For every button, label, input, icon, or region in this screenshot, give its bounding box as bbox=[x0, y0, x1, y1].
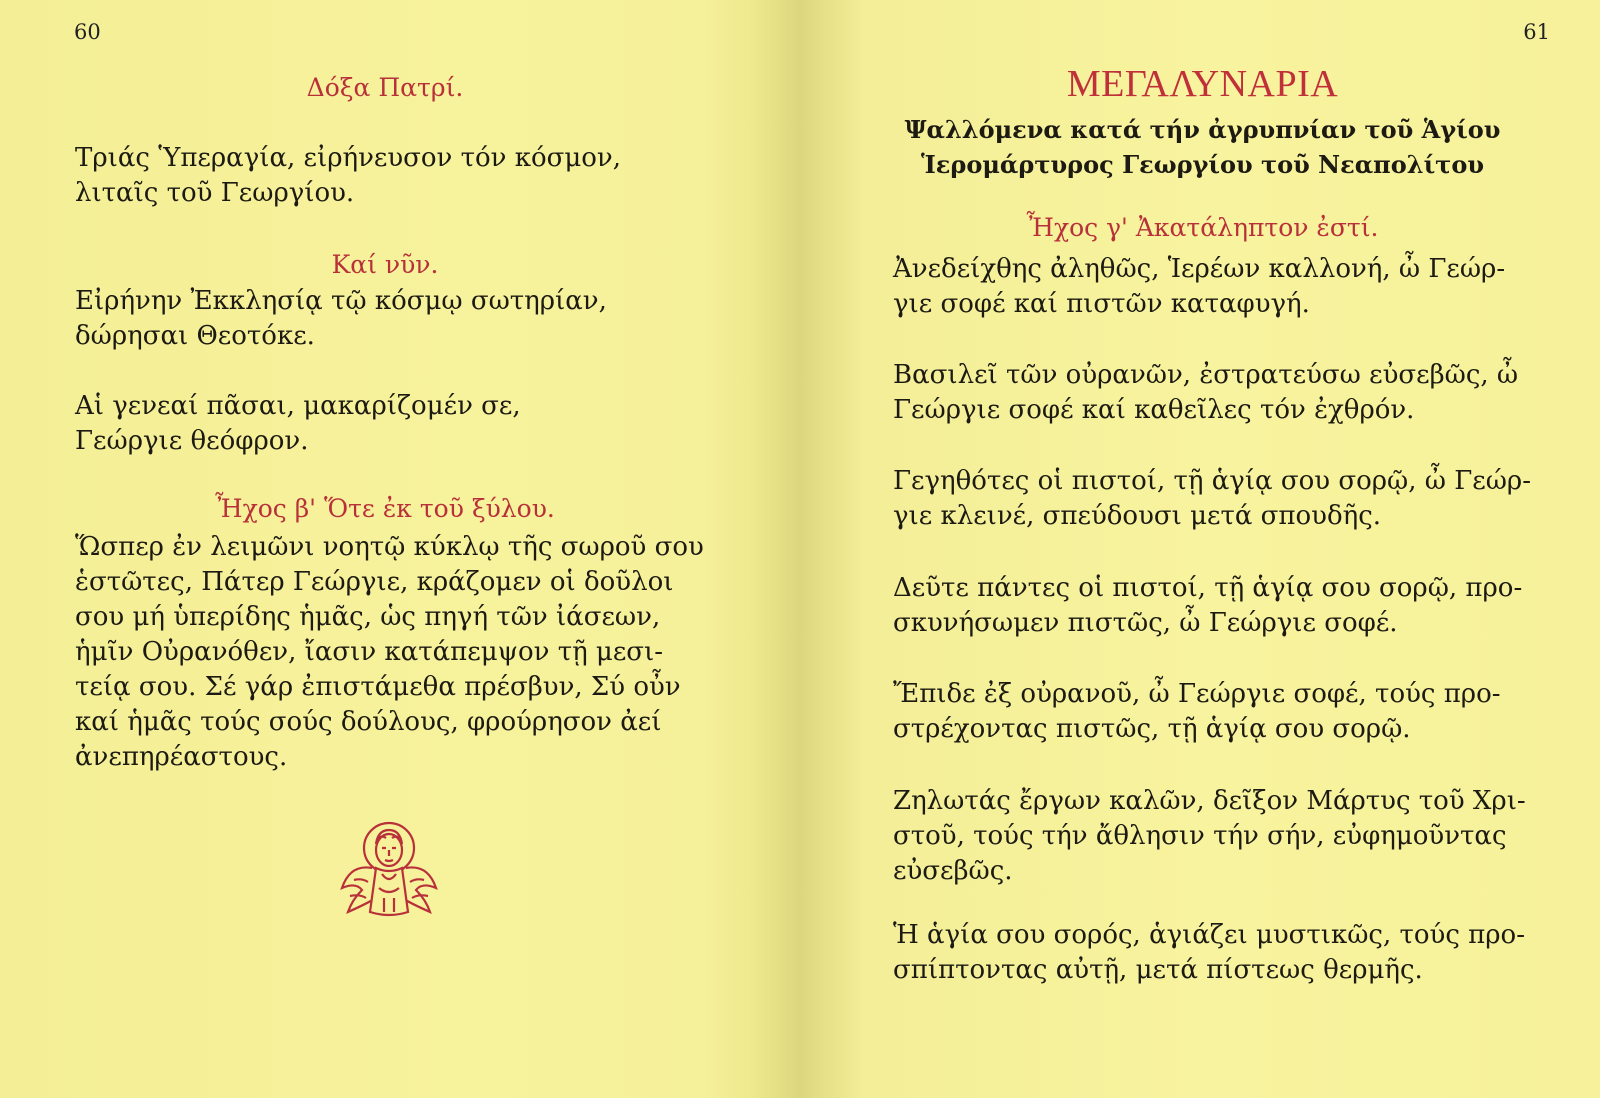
verse-line: Βασιλεῖ τῶν οὐρανῶν, ἐστρατεύσω εὐσεβῶς, ὦ bbox=[893, 360, 1519, 390]
hymn-line: σου μή ὑπερίδης ἡμᾶς, ὡς πηγή τῶν ἰάσεων, bbox=[75, 602, 661, 632]
verse-1 bbox=[893, 252, 1505, 322]
verse-line: σπίπτοντας αὐτῇ, μετά πίστεως θερμῆς. bbox=[893, 955, 1423, 985]
hymn-line: Τριάς Ὑπεραγία, εἰρήνευσον τόν κόσμον, bbox=[75, 143, 621, 173]
verse-line: Γεγηθότες οἱ πιστοί, τῇ ἁγίᾳ σου σορῷ, ὦ Γεώρ- bbox=[893, 466, 1531, 496]
verse-line: Ζηλωτάς ἔργων καλῶν, δεῖξον Μάρτυς τοῦ Χρι- bbox=[893, 786, 1526, 816]
subtitle-line: Ψαλλόμενα κατά τήν ἀγρυπνίαν τοῦ Ἁγίου bbox=[904, 115, 1501, 144]
eirinin-hymn bbox=[75, 284, 607, 354]
verse-line: σκυνήσωμεν πιστῶς, ὦ Γεώργιε σοφέ. bbox=[893, 608, 1398, 638]
verse-5 bbox=[893, 677, 1501, 747]
right-page bbox=[800, 0, 1600, 1098]
verse-line: Δεῦτε πάντες οἱ πιστοί, τῇ ἁγίᾳ σου σορῷ, προ- bbox=[893, 573, 1523, 603]
hymn-line: τείᾳ σου. Σέ γάρ ἐπιστάμεθα πρέσβυν, Σύ οὖν bbox=[75, 672, 681, 702]
hymn-line: ἑστῶτες, Πάτερ Γεώργιε, κράζομεν οἱ δοῦλοι bbox=[75, 567, 674, 597]
hymn-line: λιταῖς τοῦ Γεωργίου. bbox=[75, 178, 355, 208]
subtitle-line: Ἱερομάρτυρος Γεωργίου τοῦ Νεαπολίτου bbox=[920, 150, 1484, 179]
verse-line: γιε κλεινέ, σπεύδουσι μετά σπουδῆς. bbox=[893, 501, 1382, 531]
hymn-line: ἀνεπηρέαστους. bbox=[75, 742, 288, 772]
echos-b-heading: Ἦχος β' Ὅτε ἐκ τοῦ ξύλου. bbox=[215, 494, 555, 523]
verse-line: Γεώργιε σοφέ καί καθεῖλες τόν ἐχθρόν. bbox=[893, 395, 1415, 425]
trias-hymn bbox=[75, 141, 621, 211]
page-number-left: 60 bbox=[74, 20, 101, 44]
verse-7 bbox=[893, 918, 1525, 988]
hymn-line: Εἰρήνην Ἐκκλησίᾳ τῷ κόσμῳ σωτηρίαν, bbox=[75, 286, 607, 316]
hymn-line: Γεώργιε θεόφρον. bbox=[75, 426, 309, 456]
hymn-line: Αἱ γενεαί πᾶσαι, μακαρίζομέν σε, bbox=[75, 391, 521, 421]
page-number-right: 61 bbox=[1523, 20, 1550, 44]
verse-line: γιε σοφέ καί πιστῶν καταφυγή. bbox=[893, 289, 1310, 319]
verse-line: Ἡ ἁγία σου σορός, ἁγιάζει μυστικῶς, τούς προ- bbox=[893, 920, 1525, 950]
kai-nyn-heading: Καί νῦν. bbox=[331, 250, 439, 279]
doxa-patri-heading: Δόξα Πατρί. bbox=[306, 73, 464, 102]
megalynaria-title: ΜΕΓΑΛΥΝΑΡΙΑ bbox=[1066, 63, 1339, 105]
verse-2 bbox=[893, 358, 1518, 428]
echos-g-heading: Ἦχος γ' Ἀκατάληπτον ἐστί. bbox=[1026, 213, 1379, 242]
verse-4 bbox=[893, 571, 1522, 641]
verse-line: εὐσεβῶς. bbox=[893, 856, 1013, 886]
verse-line: στρέχοντας πιστῶς, τῇ ἁγίᾳ σου σορῷ. bbox=[893, 714, 1411, 744]
hymn-line: ἡμῖν Οὐρανόθεν, ἴασιν κατάπεμψον τῇ μεσι- bbox=[75, 637, 664, 667]
geneai-hymn bbox=[75, 389, 521, 459]
verse-line: στοῦ, τούς τήν ἄθλησιν τήν σήν, εὐφημοῦντας bbox=[893, 821, 1507, 851]
title-subtitle bbox=[800, 112, 1600, 182]
angel-medallion-icon bbox=[332, 808, 446, 922]
verse-3 bbox=[893, 464, 1531, 534]
verse-line: Ἀνεδείχθης ἀληθῶς, Ἱερέων καλλονή, ὦ Γεώρ- bbox=[893, 254, 1506, 284]
osper-hymn bbox=[75, 530, 704, 775]
hymn-line: δώρησαι Θεοτόκε. bbox=[75, 321, 315, 351]
hymn-line: καί ἡμᾶς τούς σούς δούλους, φρούρησον ἀεί bbox=[75, 707, 662, 737]
verse-line: Ἔπιδε ἐξ οὐρανοῦ, ὦ Γεώργιε σοφέ, τούς προ- bbox=[893, 679, 1501, 709]
hymn-line: Ὥσπερ ἐν λειμῶνι νοητῷ κύκλῳ τῆς σωροῦ σου bbox=[75, 532, 704, 562]
verse-6 bbox=[893, 784, 1526, 889]
